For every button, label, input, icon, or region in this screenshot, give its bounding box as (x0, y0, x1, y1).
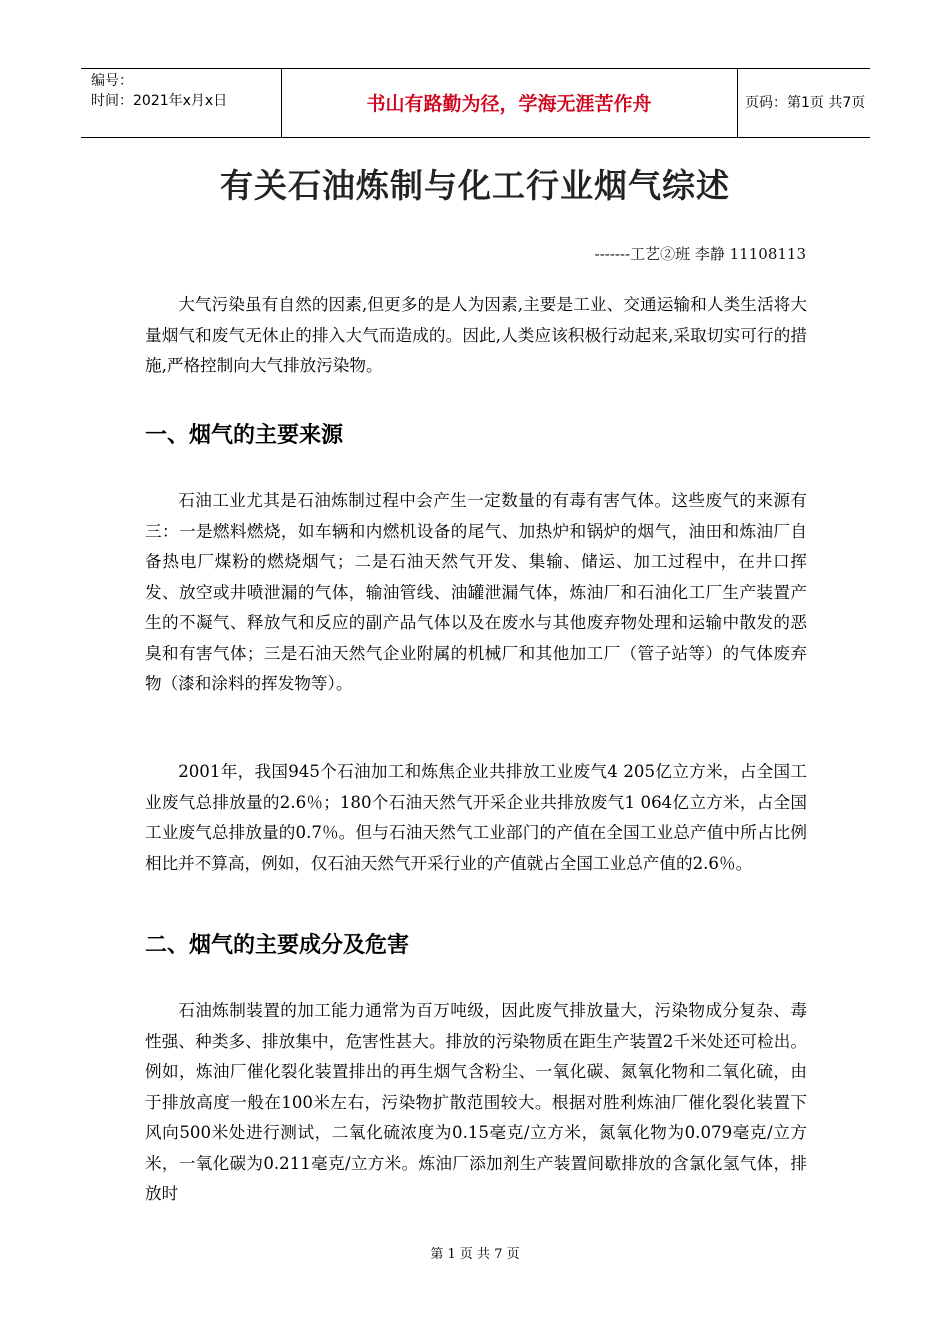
header-motto-cell (281, 69, 738, 137)
header-page-cell (737, 69, 870, 137)
header-left-cell (81, 69, 282, 137)
section2-paragraph-1: 石油炼制装置的加工能力通常为百万吨级，因此废气排放量大，污染物成分复杂、毒性强、种类多、排放集中，危害性甚大。排放的污染物质在距生产装置2千米处还可检出。例如，炼油厂催化裂化装置排出的再生烟气含粉尘、一氧化碳、氮氧化物和二氧化硫，由于排放高度一般在100米左右，污染物扩散范围较大。根据对胜利炼油厂催化裂化装置下风向500米处进行测试，二氧化硫浓度为0.15毫克/立方米，氮氧化物为0.079毫克/立方米，一氧化碳为0.211毫克/立方米。炼油厂添加剂生产装置间歇排放的含氯化氢气体，排放时 (145, 1001, 807, 1203)
page-footer: 第 1 页 共 7 页 (430, 1247, 520, 1262)
section1-paragraph-2: 2001年，我国945个石油加工和炼焦企业共排放工业废气4 205亿立方米，占全国工业废气总排放量的2.6％；180个石油天然气开采企业共排放废气1 064亿立方米，占全国工业废气总排放量的0.7％。但与石油天然气工业部门的产值在全国工业总产值中所占比例相比并不算高，例如，仅石油天然气开采行业的产值就占全国工业总产值的2.6％。 (145, 762, 807, 873)
motto: 书山有路勤为径，学海无涯苦作舟 (366, 93, 652, 115)
document-title: 有关石油炼制与化工行业烟气综述 (220, 166, 730, 205)
intro-paragraph: 大气污染虽有自然的因素,但更多的是人为因素,主要是工业、交通运输和人类生活将大量烟气和废气无休止的排入大气而造成的。因此,人类应该积极行动起来,采取切实可行的措施,严格控制向大气排放污染物。 (145, 295, 807, 375)
page-info: 页码：第1页 共7页 (745, 95, 866, 111)
header-table (81, 68, 870, 138)
section2-heading: 二、烟气的主要成分及危害 (145, 933, 410, 958)
section1-paragraph-1: 石油工业尤其是石油炼制过程中会产生一定数量的有毒有害气体。这些废气的来源有三：一是燃料燃烧，如车辆和内燃机设备的尾气、加热炉和锅炉的烟气，油田和炼油厂自备热电厂煤粉的燃烧烟气；二是石油天然气开发、集输、储运、加工过程中，在井口挥发、放空或井喷泄漏的气体，输油管线、油罐泄漏气体，炼油厂和石油化工厂生产装置产生的不凝气、释放气和反应的副产品气体以及在废水与其他废弃物处理和运输中散发的恶臭和有害气体；三是石油天然气企业附属的机械厂和其他加工厂（管子站等）的气体废弃物（漆和涂料的挥发物等）。 (145, 491, 807, 693)
time-label: 时间：2021年x月x日 (91, 93, 228, 109)
section1-heading: 一、烟气的主要来源 (145, 423, 344, 448)
serial-label: 编号： (91, 73, 133, 89)
author-line: -------工艺②班 李静 11108113 (594, 245, 806, 263)
